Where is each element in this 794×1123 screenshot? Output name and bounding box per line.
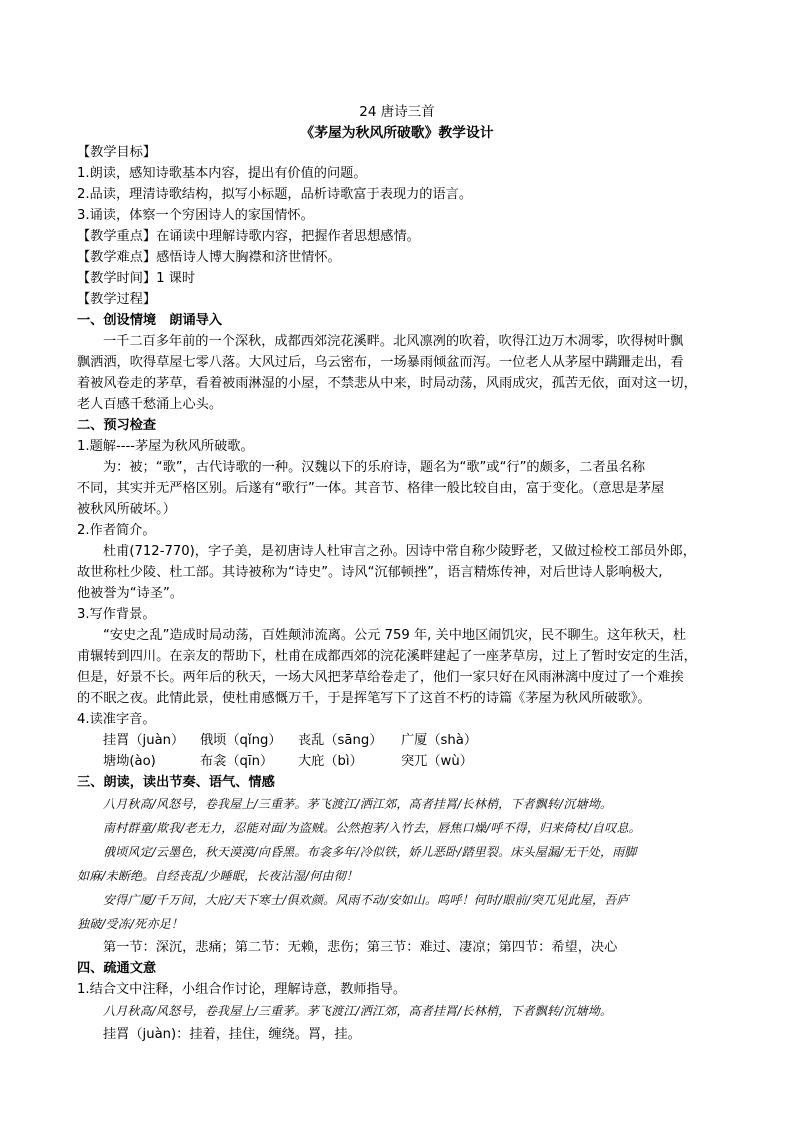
poem-line: 八月秋高/风怒号，卷我屋上/三重茅。茅飞渡江/洒江郊，高者挂罥/长林梢，下者飘转/沉塘坳。 bbox=[103, 1004, 613, 1018]
paragraph-line: 一千二百多年前的一个深秋，成都西郊浣花溪畔。北风凛冽的吹着，吹得江边万木凋零，吹得树叶飘 bbox=[103, 334, 684, 349]
pinyin-item: 布衾（qīn） bbox=[200, 754, 274, 769]
rhythm-summary: 第一节：深沉，悲痛；第二节：无赖，悲伤；第三节：难过、凄凉；第四节：希望，决心 bbox=[103, 940, 618, 955]
paragraph-line: 他被誉为“诗圣”。 bbox=[77, 586, 183, 601]
section-heading-3: 三、朗读，读出节奏、语气、情感 bbox=[77, 775, 275, 790]
pinyin-item: 俄顷（qǐng） bbox=[200, 733, 282, 748]
section-heading-4: 四、疏通文意 bbox=[77, 961, 157, 976]
section-heading-2: 二、预习检查 bbox=[77, 418, 157, 433]
time-text: 1 课时 bbox=[156, 271, 196, 286]
poem-line: 独破/受冻/死亦足！ bbox=[77, 917, 184, 931]
paragraph-line: 但是，好景不长。两年后的秋天，一场大风把茅草给卷走了，他们一家只好在风雨淋漓中度过了一个难挨 bbox=[77, 670, 684, 685]
objectives-heading: 【教学目标】 bbox=[77, 145, 157, 160]
process-heading: 【教学过程】 bbox=[77, 292, 157, 307]
difficulty-label: 【教学难点】 bbox=[77, 250, 157, 265]
paragraph-line: 的不眠之夜。此情此景，使杜甫感慨万千，于是挥笔写下了这首不朽的诗篇《茅屋为秋风所破歌》。 bbox=[77, 691, 651, 706]
subheading: 2.作者简介。 bbox=[77, 523, 156, 538]
subheading: 4.读准字音。 bbox=[77, 712, 156, 727]
paragraph-line: “安史之乱”造成时局动荡，百姓颠沛流离。公元 759 年, 关中地区闹饥灾，民不聊生。这年秋天，杜 bbox=[103, 628, 687, 643]
paragraph-line: 不同，其实并无严格区别。后遂有“歌行”一体。其音节、格律一般比较自由，富于变化。（意思是茅屋 bbox=[77, 481, 665, 496]
paragraph-line: 甫辗转到四川。在亲友的帮助下，杜甫在成都西郊的浣花溪畔建起了一座茅草房，过上了暂时安定的生活， bbox=[77, 649, 697, 664]
paragraph-line: 杜甫(712-770)，字子美，是初唐诗人杜审言之孙。因诗中常自称少陵野老，又做过检校工部员外郎， bbox=[103, 544, 696, 559]
poem-line: 如麻/未断绝。自经丧乱/少睡眠，长夜沾湿/何由彻！ bbox=[77, 869, 359, 883]
lesson-title: 24 唐诗三首 bbox=[359, 104, 435, 120]
time-label: 【教学时间】 bbox=[77, 271, 157, 286]
annotation-note: 挂罥（juàn)：挂着，挂住，缠绕。罥，挂。 bbox=[103, 1027, 361, 1042]
section-heading-1: 一、创设情境 朗诵导入 bbox=[77, 313, 223, 328]
paragraph-line: 飘洒洒，吹得草屋七零八落。大风过后，乌云密布，一场暴雨倾盆而泻。一位老人从茅屋中蹒跚走出，看 bbox=[77, 355, 684, 370]
paragraph-line: 为：被；“歌”，古代诗歌的一种。汉魏以下的乐府诗，题名为“歌”或“行”的颇多，二者虽名称 bbox=[103, 460, 646, 475]
objective-item: 3.诵读，体察一个穷困诗人的家国情怀。 bbox=[77, 208, 314, 223]
paragraph-line: 故世称杜少陵、杜工部。其诗被称为“诗史”。诗风“沉郁顿挫”，语言精炼传神，对后世诗人影响极大, bbox=[77, 565, 663, 580]
poem-line: 八月秋高/风怒号，卷我屋上/三重茅。茅飞渡江/洒江郊，高者挂罥/长林梢，下者飘转/沉塘坳。 bbox=[103, 797, 613, 811]
subheading: 1.结合文中注释，小组合作讨论，理解诗意，教师指导。 bbox=[77, 982, 407, 997]
paragraph-line: 老人百感千愁涌上心头。 bbox=[77, 397, 223, 412]
subheading: 3.写作背景。 bbox=[77, 607, 156, 622]
objective-item: 1.朗读，感知诗歌基本内容，提出有价值的问题。 bbox=[77, 166, 367, 181]
subheading: 1.题解----茅屋为秋风所破歌。 bbox=[77, 439, 254, 454]
pinyin-item: 大庇（bì） bbox=[298, 754, 363, 769]
paragraph-line: 被秋风所破坏。） bbox=[77, 502, 176, 517]
difficulty-row bbox=[77, 246, 341, 265]
pinyin-item: 广厦（shà） bbox=[401, 733, 478, 748]
difficulty-text: 感悟诗人博大胸襟和济世情怀。 bbox=[156, 250, 341, 265]
poem-line: 安得广厦/千万间，大庇/天下寒士/俱欢颜。风雨不动/安如山。呜呼！何时/眼前/突兀见此屋，吾庐 bbox=[103, 893, 629, 907]
poem-line: 南村群童/欺我/老无力，忍能对面/为盗贼。公然抱茅/入竹去，唇焦口燥/呼不得，归来倚杖/自叹息。 bbox=[103, 821, 641, 835]
objective-item: 2.品读，理清诗歌结构，拟写小标题，品析诗歌富于表现力的语言。 bbox=[77, 187, 473, 202]
poem-line: 俄顷风定/云墨色，秋天漠漠/向昏黑。布衾多年/冷似铁，娇儿恶卧/踏里裂。床头屋漏/无干处，雨脚 bbox=[103, 845, 637, 859]
key-point-row bbox=[77, 225, 420, 244]
paragraph-line: 着被风卷走的茅草，看着被雨淋湿的小屋，不禁悲从中来，时局动荡，风雨成灾，孤苦无依，面对这一切， bbox=[77, 376, 697, 391]
pinyin-item: 突兀（wù） bbox=[401, 754, 473, 769]
key-point-text: 在诵读中理解诗歌内容，把握作者思想感情。 bbox=[156, 229, 420, 244]
time-row bbox=[77, 267, 195, 286]
key-point-label: 【教学重点】 bbox=[77, 229, 157, 244]
pinyin-item: 塘坳(ào) bbox=[103, 754, 156, 769]
pinyin-item: 丧乱（sāng） bbox=[298, 733, 383, 748]
lesson-subtitle: 《茅屋为秋风所破歌》教学设计 bbox=[300, 125, 494, 141]
pinyin-item: 挂罥（juàn） bbox=[103, 733, 185, 748]
